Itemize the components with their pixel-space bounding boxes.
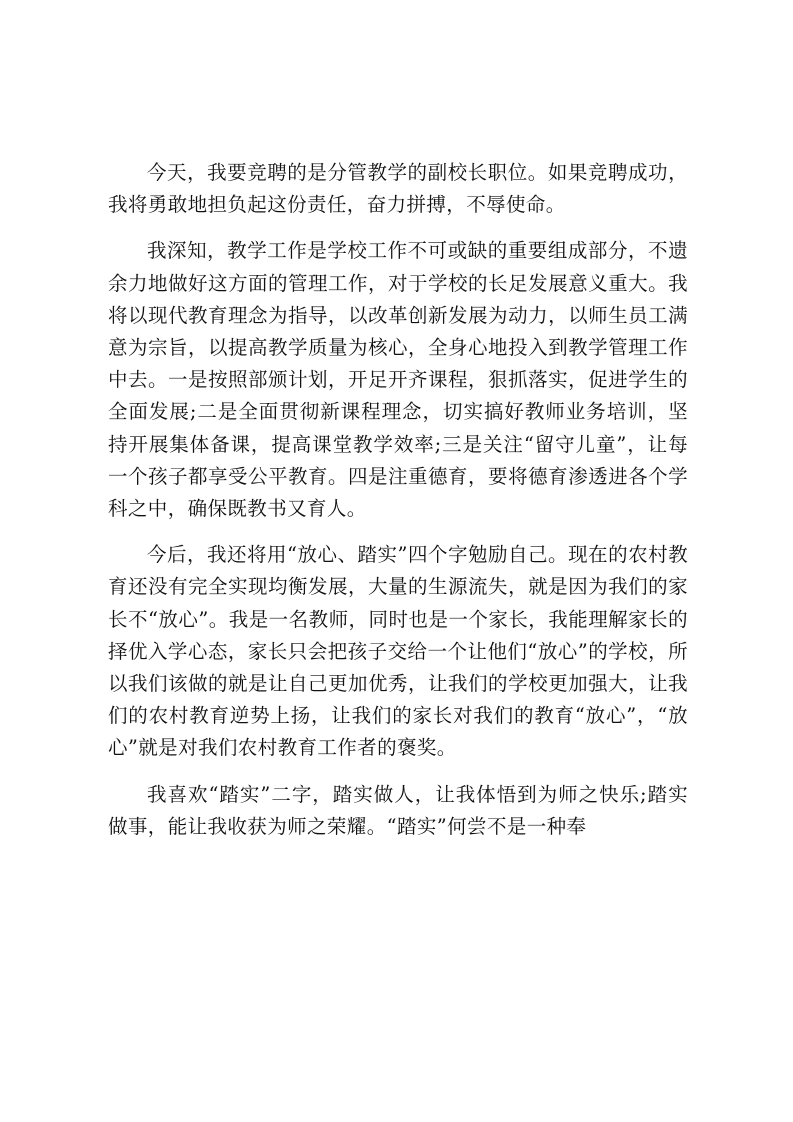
paragraph-1: 今天，我要竞聘的是分管教学的副校长职位。如果竞聘成功，我将勇敢地担负起这份责任，奋力拼搏，不辱使命。	[108, 161, 688, 217]
document-body	[108, 157, 688, 843]
paragraph-2: 我深知，教学工作是学校工作不可或缺的重要组成部分，不遗余力地做好这方面的管理工作，对于学校的长足发展意义重大。我将以现代教育理念为指导，以改革创新发展为动力，以师生员工满意为宗旨，以提高教学质量为核心，全身心地投入到教学管理工作中去。一是按照部颁计划，开足开齐课程，狠抓落实，促进学生的全面发展;二是全面贯彻新课程理念，切实搞好教师业务培训，坚持开展集体备课，提高课堂教学效率;三是关注“留守儿童”，让每一个孩子都享受公平教育。四是注重德育，要将德育渗透进各个学科之中，确保既教书又育人。	[108, 239, 688, 521]
paragraph-4: 我喜欢“踏实”二字，踏实做人，让我体悟到为师之快乐;踏实做事，能让我收获为师之荣耀。“踏实”何尝不是一种奉	[108, 782, 688, 838]
paragraph-3: 今后，我还将用“放心、踏实”四个字勉励自己。现在的农村教育还没有完全实现均衡发展，大量的生源流失，就是因为我们的家长不“放心”。我是一名教师，同时也是一个家长，我能理解家长的择优入学心态，家长只会把孩子交给一个让他们“放心”的学校，所以我们该做的就是让自己更加优秀，让我们的学校更加强大，让我们的农村教育逆势上扬，让我们的家长对我们的教育“放心”，“放心”就是对我们农村教育工作者的褒奖。	[108, 543, 688, 760]
